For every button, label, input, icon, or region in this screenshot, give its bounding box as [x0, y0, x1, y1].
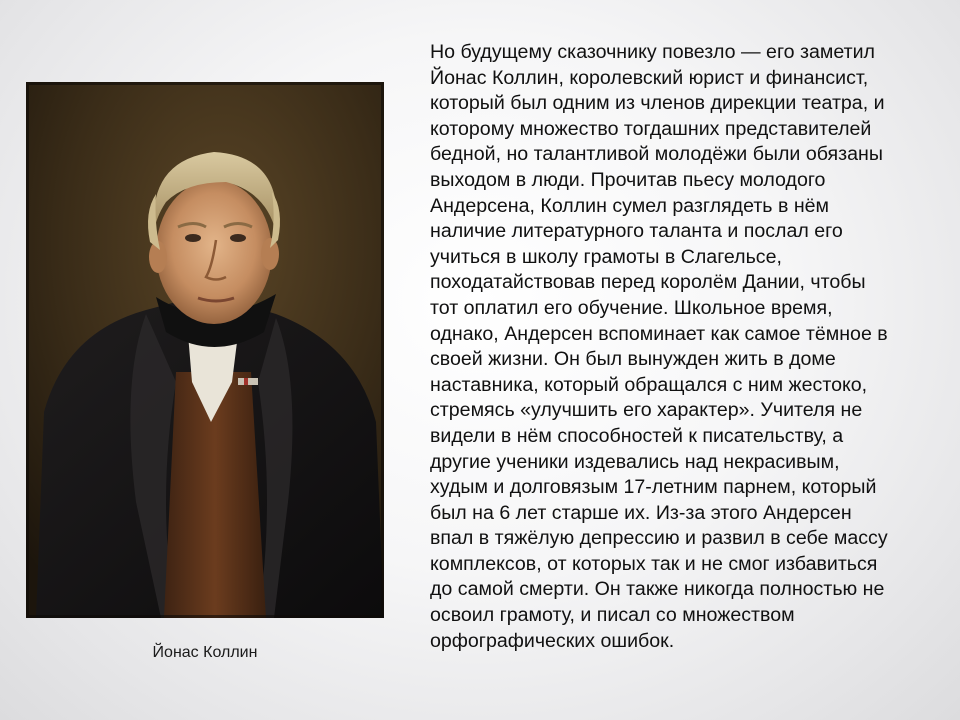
- text-line: который был одним из членов дирекции театра, и: [430, 92, 885, 115]
- text-line: бедной, но талантливой молодёжи были обязаны: [430, 143, 883, 166]
- text-line: видели в нём способностей к писательству, а: [430, 424, 844, 447]
- portrait-caption: Йонас Коллин: [152, 644, 258, 661]
- text-line: тот оплатил его обучение. Школьное время,: [430, 296, 833, 319]
- portrait-painting: [26, 82, 384, 618]
- body-text: [430, 40, 935, 654]
- text-line: своей жизни. Он был вынужден жить в доме: [430, 348, 836, 371]
- text-line: Йонас Коллин, королевский юрист и финансист,: [430, 66, 869, 89]
- text-line: учиться в школу грамоты в Слагельсе,: [430, 245, 782, 268]
- text-line: впал в тяжёлую депрессию и развил в себе массу: [430, 527, 888, 550]
- text-line: другие ученики издевались над некрасивым,: [430, 450, 840, 473]
- text-line: был на 6 лет старше их. Из-за этого Андерсен: [430, 501, 852, 524]
- text-line: однако, Андерсен вспоминает как самое тёмное в: [430, 322, 888, 345]
- portrait-image: [26, 82, 384, 618]
- text-line: до самой смерти. Он также никогда полностью не: [430, 578, 885, 601]
- text-line: освоил грамоту, и писал со множеством: [430, 604, 795, 627]
- text-line: стремясь «улучшить его характер». Учителя не: [430, 399, 863, 422]
- text-line: выходом в люди. Прочитав пьесу молодого: [430, 168, 826, 191]
- text-line: комплексов, от которых так и не смог избавиться: [430, 552, 878, 575]
- text-line: которому множество тогдашних представителей: [430, 117, 872, 140]
- text-line: наличие литературного таланта и послал его: [430, 220, 843, 243]
- text-line: походатайствовав перед королём Дании, чтобы: [430, 271, 866, 294]
- text-line: Андерсена, Коллин сумел разглядеть в нём: [430, 194, 830, 217]
- text-line: Но будущему сказочнику повезло — его заметил: [430, 41, 875, 63]
- text-line: орфографических ошибок.: [430, 629, 675, 652]
- text-line: наставника, который обращался с ним жестоко,: [430, 373, 868, 396]
- text-line: худым и долговязым 17-летним парнем, который: [430, 476, 877, 499]
